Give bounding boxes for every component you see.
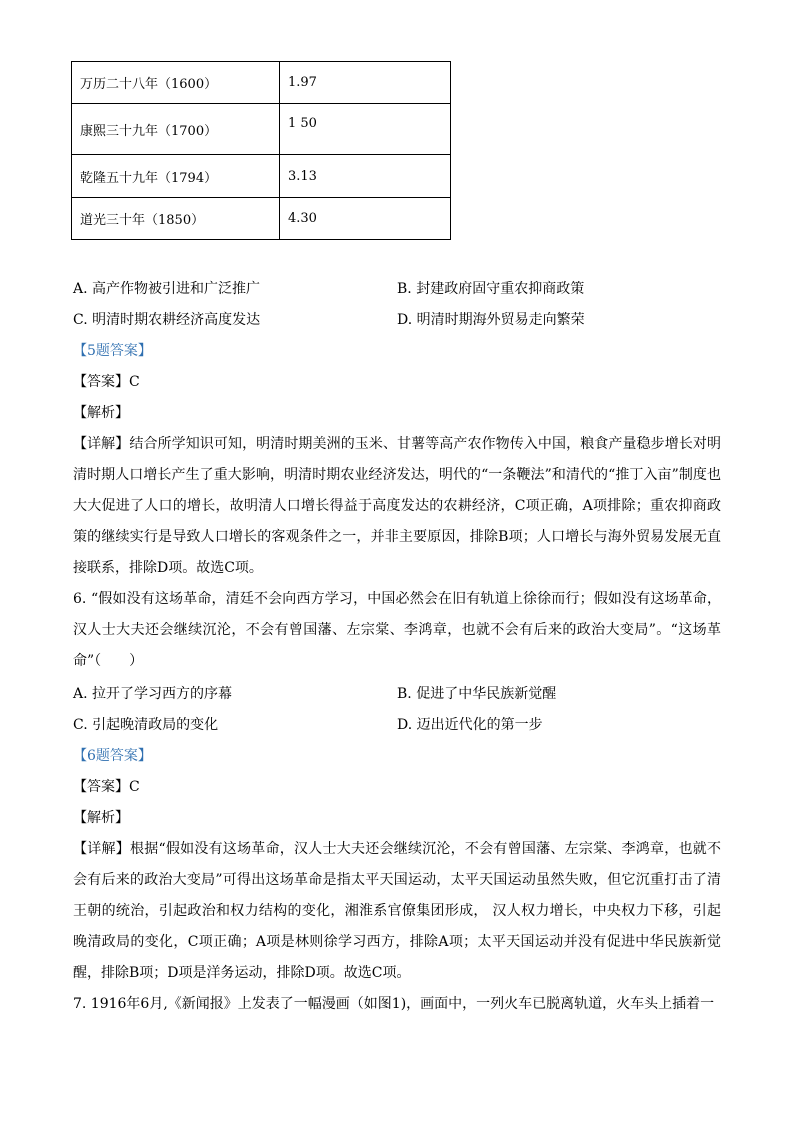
q5-detail: 【详解】结合所学知识可知，明清时期美洲的玉米、甘薯等高产农作物传入中国，粮食产量稳步增长对明清时期人口增长产生了重大影响，明清时期农业经济发达，明代的“一条鞭法”和清代的“推丁入亩”制度也大大促进了人口的增长，故明清人口增长得益于高度发达的农耕经济，C项正确，A项排除；重农抑商政策的继续实行是导致人口增长的客观条件之一，并非主要原因，排除B项；人口增长与海外贸易发展无直接联系，排除D项。故选C项。 bbox=[73, 436, 721, 576]
q6-option-d: D. 迈出近代化的第一步 bbox=[397, 717, 543, 733]
q6-detail: 【详解】根据“假如没有这场革命，汉人士大夫还会继续沉沦，不会有曾国藩、左宗棠、李鸿章，也就不会有后来的政治大变局”可得出这场革命是指太平天国运动，太平天国运动虽然失败，但它沉重打击了清王朝的统治，引起政治和权力结构的变化，湘淮系官僚集团形成， 汉人权力增长，中央权力下移，引起晚清政局的变化，C项正确；A项是林则徐学习西方，排除A项；太平天国运动并没有促进中华民族新觉醒，排除B项；D项是洋务运动，排除D项。故选C项。 bbox=[73, 841, 721, 981]
q5-answer: 【答案】C bbox=[73, 374, 140, 390]
q5-analysis-label: 【解析】 bbox=[73, 405, 129, 421]
value-cell: 4.30 bbox=[280, 198, 451, 240]
value-cell: 1.97 bbox=[280, 62, 451, 104]
q6-analysis-label: 【解析】 bbox=[73, 810, 129, 826]
q5-option-d: D. 明清时期海外贸易走向繁荣 bbox=[397, 312, 585, 328]
q6-option-a: A. 拉开了学习西方的序幕 bbox=[73, 686, 233, 702]
q6-answer: 【答案】C bbox=[73, 779, 140, 795]
q5-option-a: A. 高产作物被引进和广泛推广 bbox=[73, 281, 261, 297]
q5-answer-tag: 【5题答案】 bbox=[73, 343, 152, 359]
q6-option-c: C. 引起晚清政局的变化 bbox=[73, 717, 219, 733]
period-cell: 道光三十年（1850） bbox=[72, 198, 280, 240]
q5-option-b: B. 封建政府固守重农抑商政策 bbox=[397, 281, 585, 297]
q6-option-b: B. 促进了中华民族新觉醒 bbox=[397, 686, 557, 702]
period-cell: 乾隆五十九年（1794） bbox=[72, 155, 280, 198]
period-cell: 万历二十八年（1600） bbox=[72, 62, 280, 104]
table-row bbox=[72, 198, 451, 240]
population-table bbox=[71, 61, 451, 240]
period-cell: 康熙三十九年（1700） bbox=[72, 104, 280, 155]
table-row bbox=[72, 155, 451, 198]
table-row bbox=[72, 104, 451, 155]
q5-option-c: C. 明清时期农耕经济高度发达 bbox=[73, 312, 261, 328]
q6-stem: 6. “假如没有这场革命，清廷不会向西方学习，中国必然会在旧有轨道上徐徐而行；假如没有这场革命，汉人士大夫还会继续沉沦，不会有曾国藩、左宗棠、李鸿章，也就不会有后来的政治大变局”。“这场革命”（ ） bbox=[73, 591, 721, 669]
table-row bbox=[72, 62, 451, 104]
q6-answer-tag: 【6题答案】 bbox=[73, 748, 152, 764]
value-cell: 3.13 bbox=[280, 155, 451, 198]
value-cell: 1 50 bbox=[280, 104, 451, 155]
q7-stem: 7. 1916年6月,《新闻报》上发表了一幅漫画（如图1)，画面中，一列火车已脱离轨道，火车头上插着一 bbox=[73, 996, 715, 1012]
